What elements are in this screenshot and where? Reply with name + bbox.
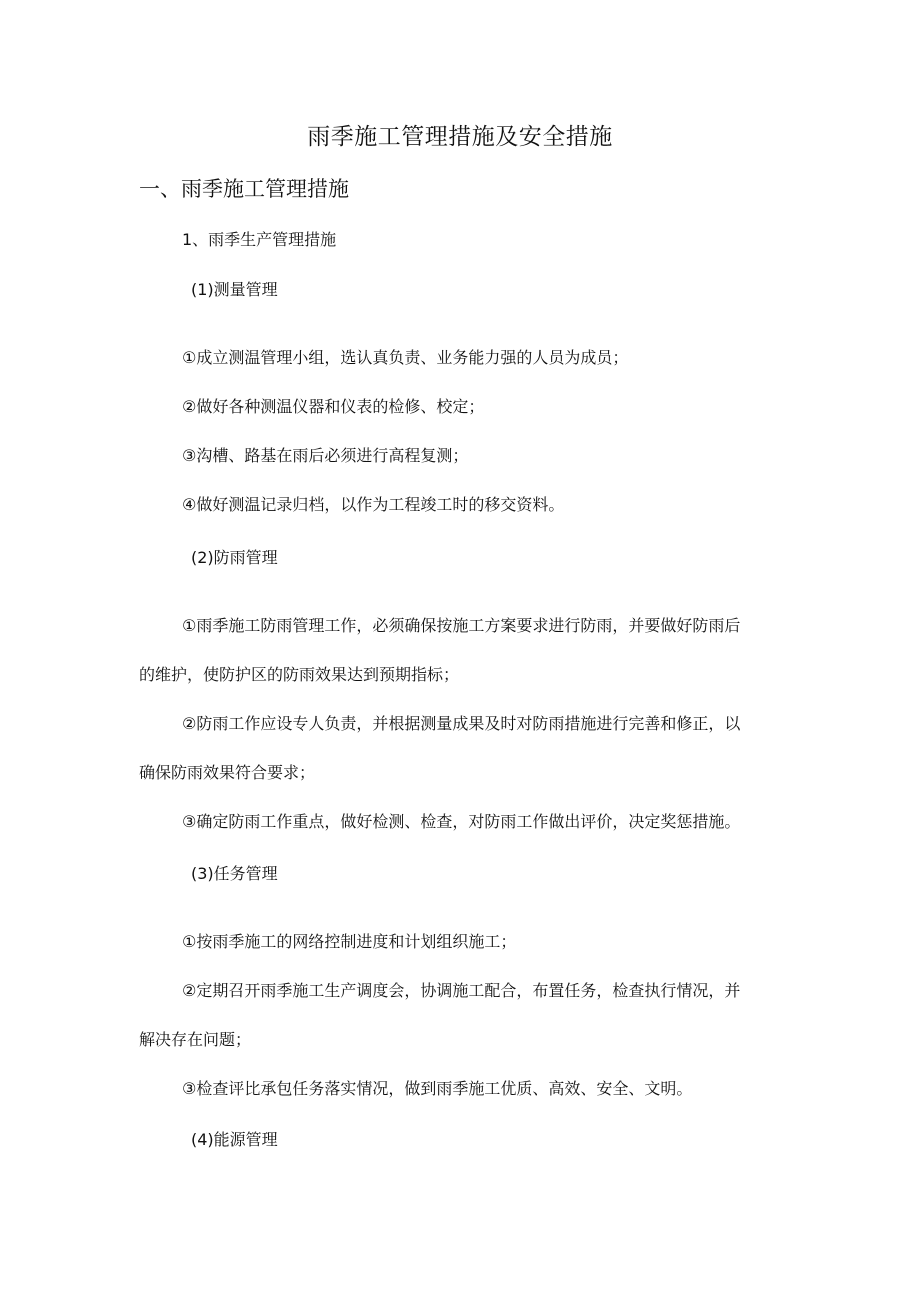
task-item-1: ①按雨季施工的网络控制进度和计划组织施工； [182,932,517,951]
energy-heading: (4)能源管理 [191,1130,278,1149]
measurement-item: ①成立测温管理小组，选认真负责、业务能力强的人员为成员； [182,348,629,367]
document-title: 雨季施工管理措施及安全措施 [307,124,613,150]
measurement-item: ②做好各种测温仪器和仪表的检修、校定； [182,397,485,416]
rain-item-2-line-1: ②防雨工作应设专人负责，并根据测量成果及时对防雨措施进行完善和修正，以 [182,714,741,733]
task-item-3: ③检查评比承包任务落实情况，做到雨季施工优质、高效、安全、文明。 [182,1079,693,1098]
measurement-item: ④做好测温记录归档，以作为工程竣工时的移交资料。 [182,495,565,514]
subsection-heading: 1、雨季生产管理措施 [182,230,337,249]
rain-item-2-line-2: 确保防雨效果符合要求； [139,763,316,782]
task-heading: (3)任务管理 [191,864,278,883]
task-item-2-line-2: 解决存在问题； [139,1030,252,1049]
rain-item-1-line-2: 的维护，使防护区的防雨效果达到预期指标； [139,665,460,684]
rain-item-1-line-1: ①雨季施工防雨管理工作，必须确保按施工方案要求进行防雨，并要做好防雨后 [182,616,741,635]
measurement-item: ③沟槽、路基在雨后必须进行高程复测； [182,446,469,465]
rain-item-3: ③确定防雨工作重点，做好检测、检查，对防雨工作做出评价，决定奖惩措施。 [182,812,741,831]
rain-protection-heading: (2)防雨管理 [191,548,278,567]
measurement-heading: (1)测量管理 [191,280,278,299]
section-heading: 一、雨季施工管理措施 [139,177,349,201]
task-item-2-line-1: ②定期召开雨季施工生产调度会，协调施工配合，布置任务，检查执行情况，并 [182,981,741,1000]
